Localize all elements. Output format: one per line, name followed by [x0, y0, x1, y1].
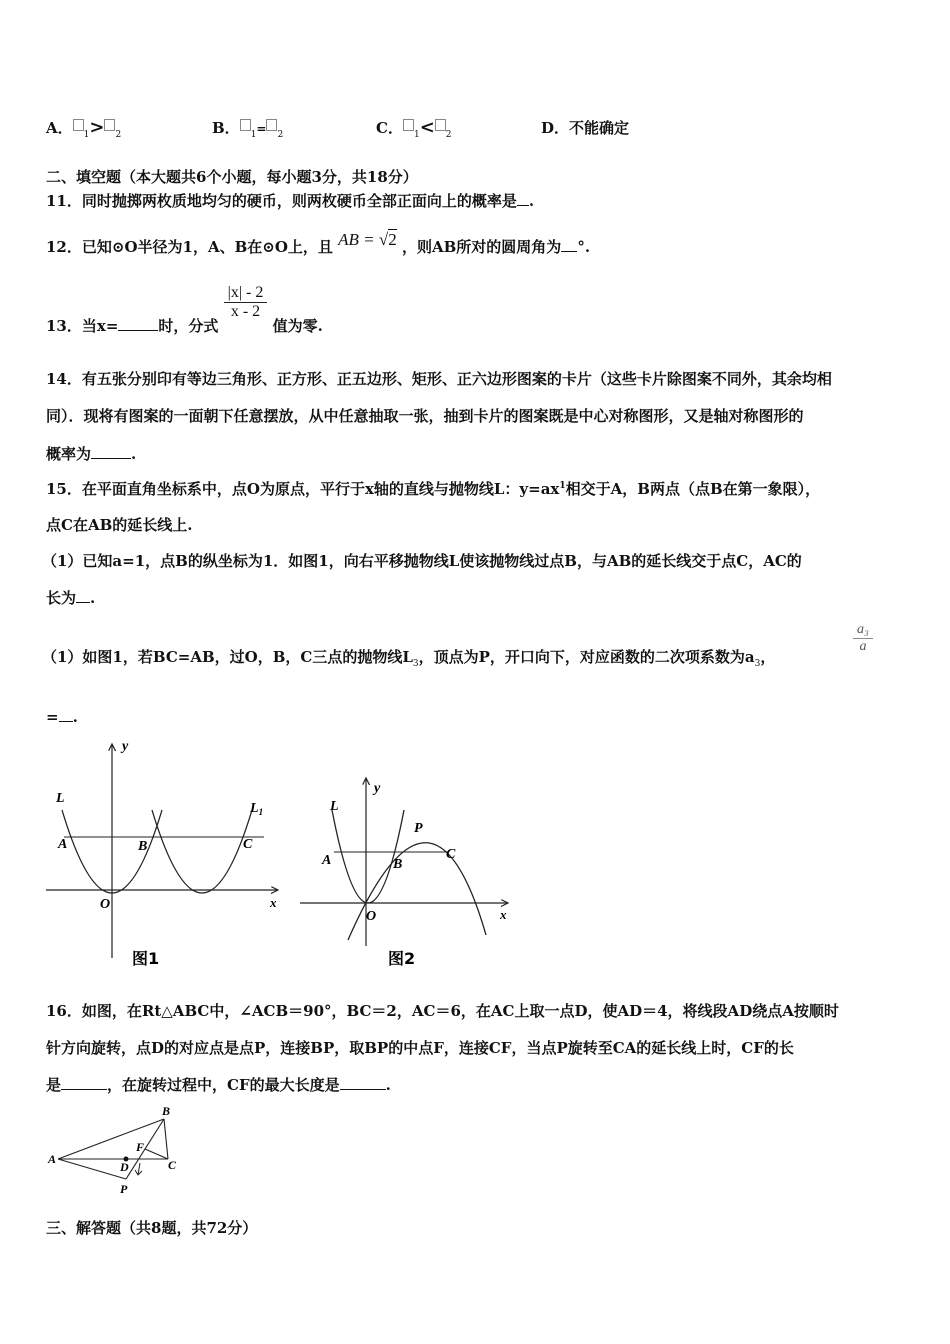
variable-placeholder-icon	[104, 119, 115, 131]
question-16-line2: 针方向旋转，点D的对应点是点P，连接BP，取BP的中点F，连接CF，当点P旋转至CA的延长线上时，CF的长	[46, 1039, 794, 1057]
variable-placeholder-icon	[73, 119, 84, 131]
question-14-line1: 14．有五张分别印有等边三角形、正方形、正五边形、矩形、正六边形图案的卡片（这些卡片除图案不同外，其余均相	[46, 370, 832, 388]
label-a: A	[322, 853, 332, 868]
label-c: C	[243, 837, 253, 852]
label-b: B	[393, 857, 403, 872]
label-p: P	[414, 821, 423, 836]
label-l1: $L_1$	[250, 801, 264, 817]
label-d: D	[120, 1160, 129, 1174]
label-l: L	[330, 799, 339, 814]
label-y: y	[374, 781, 381, 796]
question-14-line3: 概率为 .	[46, 445, 137, 463]
label-p: P	[120, 1182, 128, 1196]
option-b: B． $_1$= $_2$	[212, 119, 284, 140]
question-16-line3: 是 ，在旋转过程中，CF的最大长度是 .	[46, 1076, 391, 1094]
label-y: y	[122, 739, 129, 754]
label-c: C	[168, 1158, 177, 1172]
fraction-a3-over-a: $\frac{\text{a₃}}{a}$	[853, 622, 873, 655]
parabola-l3	[348, 843, 486, 940]
label-a: A	[48, 1152, 57, 1166]
question-15-line2: 点C在AB的延长线上.	[46, 516, 193, 534]
variable-placeholder-icon	[403, 119, 414, 131]
formula: AB = √2	[338, 230, 397, 249]
label-b: B	[138, 839, 148, 854]
label-a: A	[58, 837, 68, 852]
variable-placeholder-icon	[435, 119, 446, 131]
label-x: x	[500, 907, 507, 922]
label-f: F	[136, 1140, 145, 1154]
variable-placeholder-icon	[240, 119, 251, 131]
question-11: 11．同时抛掷两枚质地均匀的硬币，则两枚硬币全部正面向上的概率是 .	[46, 192, 535, 210]
figure-1	[44, 736, 294, 971]
label-b: B	[162, 1104, 171, 1118]
option-a: A． $_1$> $_2$	[46, 117, 122, 140]
label-c: C	[446, 847, 456, 862]
option-c: C． $_1$< $_2$	[376, 117, 452, 140]
section-title: 二、填空题（本大题共6个小题，每小题3分，共18分）	[46, 168, 418, 186]
question-15-part1: （1）已知a=1，点B的纵坐标为1．如图1，向右平移抛物线L使该抛物线过点B，与AB的延长线交于点C，AC的	[42, 552, 802, 570]
question-14-line2: 同）．现将有图案的一面朝下任意摆放，从中任意抽取一张，抽到卡片的图案既是中心对称图形，又是轴对称图形的	[46, 407, 804, 425]
question-12: 12．已知⊙O半径为1，A、B在⊙O上，且 AB = √2 ，则AB所对的圆周角为 °.	[46, 230, 591, 256]
caption-figure-1: 图1	[132, 949, 160, 968]
question-15-part2: （1）如图1，若BC=AB，过O，B，C三点的抛物线$L_3$，顶点为P，开口向下，对应函数的二次项系数为$a_3$，	[42, 648, 776, 669]
question-15-part2-end: = .	[46, 708, 78, 726]
section-title: 三、解答题（共8题，共72分）	[46, 1219, 258, 1237]
figure-16	[44, 1103, 184, 1197]
label-o: O	[366, 909, 377, 924]
caption-figure-2: 图2	[388, 949, 416, 968]
label-l: L	[56, 791, 65, 806]
parabola-l1	[152, 810, 252, 893]
label-o: O	[100, 897, 111, 912]
question-15-line1: 15．在平面直角坐标系中，点O为原点，平行于x轴的直线与抛物线L：$y=ax^1$相交于A，B两点（点B在第一象限），	[46, 480, 821, 498]
variable-placeholder-icon	[266, 119, 277, 131]
label-x: x	[270, 895, 277, 910]
question-15-part1-end: 长为 .	[46, 589, 96, 607]
question-16-line1: 16．如图，在Rt△ABC中，∠ACB＝90°，BC＝2，AC＝6，在AC上取一点D，使AD＝4，将线段AD绕点A按顺时	[46, 1002, 839, 1020]
fraction: $\frac{|x| - 2}{x - 2}$	[224, 284, 268, 321]
option-d: D．不能确定	[541, 119, 630, 137]
question-13: 13．当x= 时，分式 $\frac{|x| - 2}{x - 2}$ 值为零.	[46, 284, 323, 335]
figure-2	[296, 770, 521, 970]
